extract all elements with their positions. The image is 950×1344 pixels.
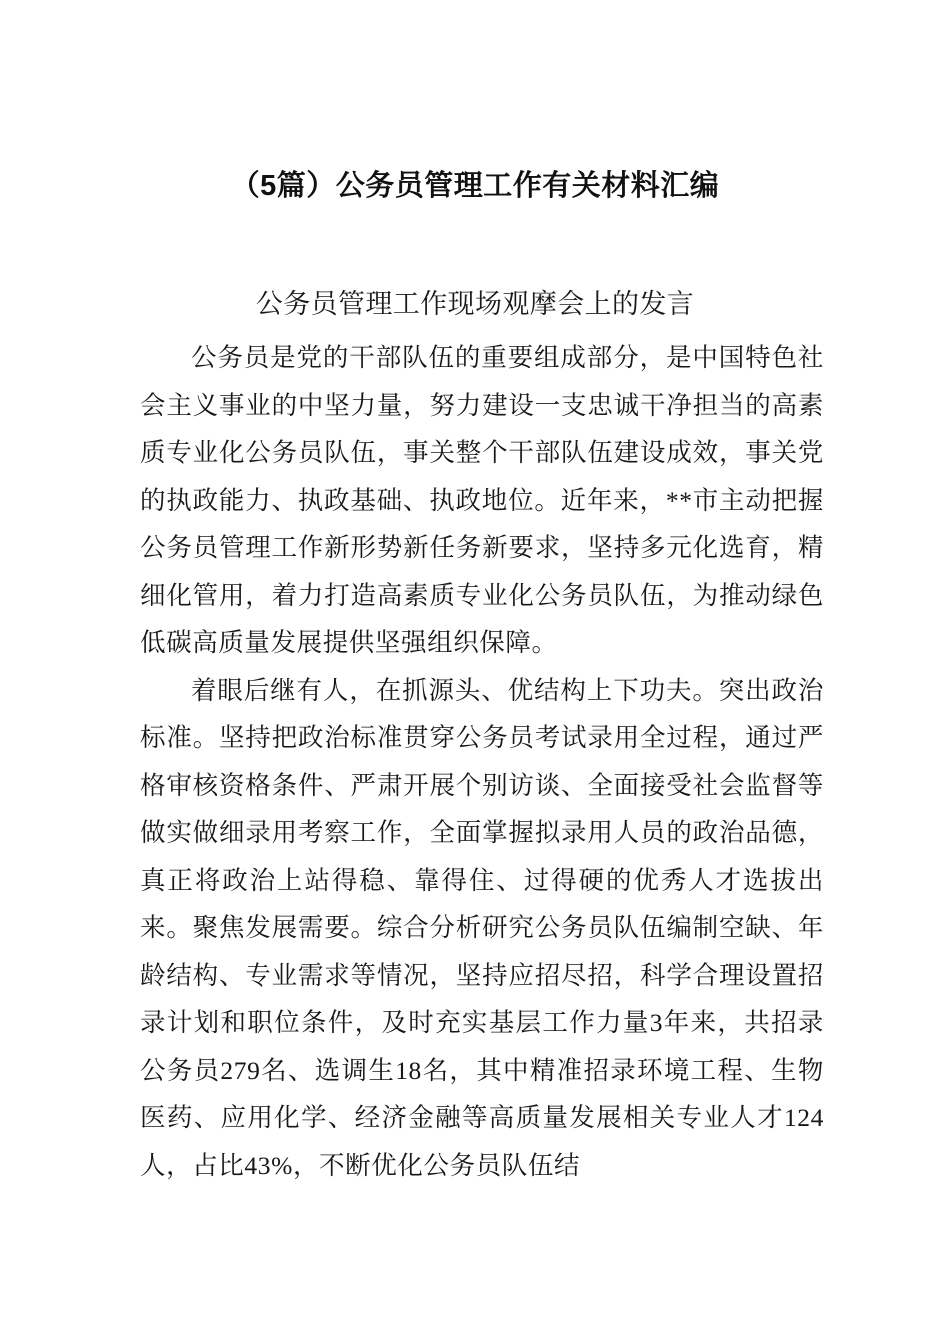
body-text-column bbox=[140, 334, 824, 1189]
paragraph: 公务员是党的干部队伍的重要组成部分，是中国特色社会主义事业的中坚力量，努力建设一支忠诚干净担当的高素质专业化公务员队伍，事关整个干部队伍建设成效，事关党的执政能力、执政基础、执政地位。近年来，**市主动把握公务员管理工作新形势新任务新要求，坚持多元化选育，精细化管用，着力打造高素质专业化公务员队伍，为推动绿色低碳高质量发展提供坚强组织保障。 bbox=[140, 343, 824, 657]
section-heading: 公务员管理工作现场观摩会上的发言 bbox=[255, 289, 695, 320]
paragraph: 着眼后继有人，在抓源头、优结构上下功夫。突出政治标准。坚持把政治标准贯穿公务员考试录用全过程，通过严格审核资格条件、严肃开展个别访谈、全面接受社会监督等做实做细录用考察工作，全面掌握拟录用人员的政治品德，真正将政治上站得稳、靠得住、过得硬的优秀人才选拔出来。聚焦发展需要。综合分析研究公务员队伍编制空缺、年龄结构、专业需求等情况，坚持应招尽招，科学合理设置招录计划和职位条件，及时充实基层工作力量3年来，共招录公务员279名、选调生18名，其中精准招录环境工程、生物医药、应用化学、经济金融等高质量发展相关专业人才124人，占比43%，不断优化公务员队伍结 bbox=[140, 675, 824, 1180]
document-title: （5篇）公务员管理工作有关材料汇编 bbox=[230, 170, 720, 203]
